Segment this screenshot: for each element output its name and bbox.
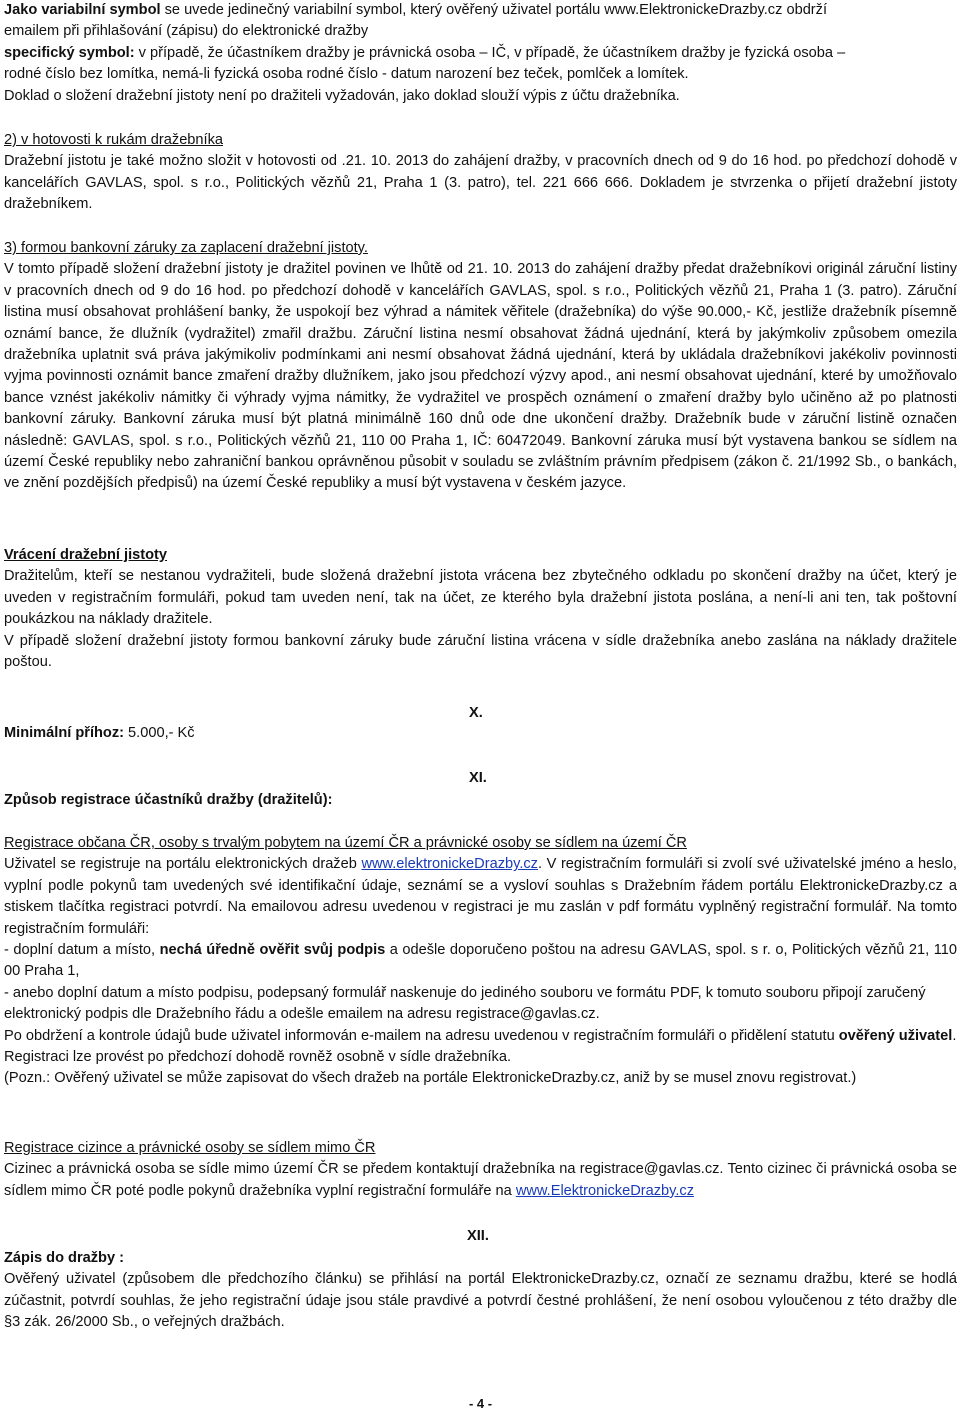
deposit-return-text-1: Dražitelům, kteří se nestanou vydražiteli, bude složená dražební jistota vrácena bez zbytečného odkladu po skončení dražby na účet, který je uveden v registračním formuláři, pokud tam uveden není, tak na účet, ze kterého byla dražební jistota poslána, a není-li ani ten, tak poštovní poukázkou na náklady dražitele. (4, 568, 957, 628)
auction-entry-text: Ověřený uživatel (způsobem dle předchozího článku) se přihlásí na portál ElektronickeDrazby.cz, označí ze seznamu dražbu, které se hodlá zúčastnit, potvrdí souhlas, že jeho registrační údaje jsou stále pravdivé a potvrdí čestné prohlášení, že není osobou vyloučenou z této dražby dle §3 zák. 26/2000 Sb., o veřejných dražbách. (4, 1271, 957, 1331)
article-x-number: X. (469, 705, 483, 721)
registration-title: Způsob registrace účastníků dražby (dražitelů): (4, 792, 333, 808)
min-bid-label: Minimální příhoz: (4, 725, 124, 741)
variable-symbol-paragraph (4, 0, 957, 107)
registration-note: (Pozn.: Ověřený uživatel se může zapisovat do všech dražeb na portále ElektronickeDrazby.cz, aniž by se musel znovu registrovat.) (4, 1070, 857, 1087)
article-xi-title (4, 790, 957, 811)
bank-guarantee-heading: 3) formou bankovní záruky za zaplacení dražební jistoty. (4, 240, 368, 256)
registration-cz-text-a: Uživatel se registruje na portálu elektronických dražeb (4, 856, 362, 873)
registration-foreign-text: Cizinec a právnická osoba se sídle mimo území ČR se předem kontaktují dražebníka na registrace@gavlas.cz. Tento cizinec či právnická osoba se sídlem mimo ČR poté podle pokynů dražebníka vyplní registrační formuláře na (4, 1161, 957, 1199)
registration-foreign-heading: Registrace cizince a právnické osoby se sídlem mimo ČR (4, 1140, 376, 1156)
min-bid-line (4, 723, 957, 744)
article-xii-number: XII. (467, 1228, 489, 1244)
variable-symbol-text: se uvede jedinečný variabilní symbol, který ověřený uživatel portálu www.ElektronickeDrazby.cz obdrží (160, 2, 828, 18)
verified-user-text-a: Po obdržení a kontrole údajů bude uživatel informován e-mailem na adresu uvedenou v registračním formuláři o přidělení statutu (4, 1027, 839, 1044)
specific-symbol-label: specifický symbol: (4, 44, 135, 61)
registration-option-1-bold: nechá úředně ověřit svůj podpis (159, 942, 386, 959)
variable-symbol-label: Jako variabilní symbol (4, 2, 161, 18)
specific-symbol-text-2: rodné číslo bez lomítka, nemá-li fyzická osoba rodné číslo - datum narození bez teček, pomlček a lomítek. (4, 66, 689, 83)
registration-cz-text-b: . V registračním formuláři si zvolí své uživatelské jméno a heslo, vyplní podle pokynů tam uvedených své identifikační údaje, seznámí se a vysloví souhlas s Dražebním řádem portálu ElektronickeDrazby.cz a stiskem tlačítka registraci potvrdí. Na emailovou adresu uvedenou v registraci je mu zaslán v pdf formátu vyplněný registrační formulář. Na tomto registračním formuláři: (4, 856, 957, 937)
cash-deposit-section (4, 130, 957, 216)
cash-deposit-heading: 2) v hotovosti k rukám dražebníka (4, 132, 224, 148)
registration-option-2: - anebo doplní datum a místo podpisu, podepsaný formulář naskenuje do jediného souboru ve formátu PDF, k tomuto souboru připojí zaručený elektronický podpis dle Dražebního řádu a odešle emailem na adresu registrace@gavlas.cz. (4, 984, 926, 1023)
portal-link[interactable]: www.elektronickeDrazby.cz (361, 856, 538, 873)
deposit-return-text-2: V případě složení dražební jistoty formou bankovní záruky bude záruční listina vrácena v sídle dražebníka anebo zaslána na náklady dražitele poštou. (4, 632, 957, 671)
auction-entry-title: Zápis do dražby : (4, 1250, 125, 1266)
auction-entry-section (4, 1248, 957, 1334)
specific-symbol-text: v případě, že účastníkem dražby je právnická osoba – IČ, v případě, že účastníkem dražby je fyzická osoba – (134, 44, 846, 61)
registration-foreign-section (4, 1138, 957, 1202)
registration-option-1-b: a odešle doporučeno poštou na adresu GAVLAS, spol. s r. o, Politických vězňů 21, 110 00 Praha 1, (4, 942, 957, 980)
deposit-return-section (4, 545, 957, 673)
page-number: - 4 - (468, 1396, 493, 1411)
registration-option-1-a: - doplní datum a místo, (4, 942, 160, 959)
registration-cz-heading: Registrace občana ČR, osoby s trvalým pobytem na území ČR a právnické osoby se sídlem na území ČR (4, 835, 687, 851)
variable-symbol-text-2: emailem při přihlašování (zápisu) do elektronické dražby (4, 23, 369, 40)
bank-guarantee-text: V tomto případě složení dražební jistoty je dražitel povinen ve lhůtě od 21. 10. 2013 do zahájení dražby předat dražebníkovi originál záruční listiny v pracovních dnech od 9 do 16 hod. po předchozí dohodě v kancelářích GAVLAS, spol. s r.o., Politických vězňů 21, Praha 1 (3. patro). Záruční listina musí obsahovat prohlášení banky, že uspokojí bez výhrad a námitek věřitele (dražebníka) do výše 90.000,- Kč, jestliže dražebník písemně oznámí bance, že dlužník (vydražitel) zmařil dražbu. Záruční listina nesmí obsahovat žádná ujednání, která by jakýmkoliv způsobem omezila dražebníka uplatnit svá práva jakýmikoliv podmínkami ani nesmí obsahovat žádná ujednání, která by ukládala dražebníkovi jakékoliv povinnosti vyjma povinnosti oznámit bance zmaření dražby dlužníkem, jako jsou předchozí výzvy apod., ani nesmí obsahovat ujednání, které by umožňovalo bance vznést jakékoliv námitky či výhrady vyjma námitky, že vydražitel ve prospěch oznámení o zmaření dražby bylo učiněno až po platnosti bankovní záruky. Bankovní záruka musí být platná minimálně 160 dnů ode dne ukončení dražby. Dražebník bude v záruční listině označen následně: GAVLAS, spol. s r.o., Politických vězňů 21, 110 00 Praha 1, IČ: 60472049. Bankovní záruka musí být vystavena bankou se sídlem na území České republiky nebo zahraniční bankou oprávněnou působit v souladu se zvláštním právním předpisem (zákon č. 21/1992 Sb., o bankách, ve znění pozdějších předpisů) na území České republiky a musí být vystavena v českém jazyce. (4, 261, 957, 492)
deposit-proof-text: Doklad o složení dražební jistoty není po dražiteli vyžadován, jako doklad slouží výpis z účtu dražebníka. (4, 87, 680, 104)
verified-user-text-b: . (952, 1027, 957, 1044)
cash-deposit-text: Dražební jistotu je také možno složit v hotovosti od .21. 10. 2013 do zahájení dražby, v pracovních dnech od 9 do 16 hod. po předchozí dohodě v kancelářích GAVLAS, spol. s r.o., Politických vězňů 21, Praha 1 (3. patro), tel. 221 666 666. Dokladem je stvrzenka o přijetí dražební jistoty dražebníkem. (4, 153, 957, 213)
personal-registration-text: Registraci lze provést po předchozí dohodě rovněž osobně v sídle dražebníka. (4, 1049, 512, 1066)
portal-link-foreign[interactable]: www.ElektronickeDrazby.cz (515, 1182, 694, 1199)
deposit-return-heading: Vrácení dražební jistoty (4, 547, 168, 563)
article-xi-number: XI. (469, 770, 487, 786)
verified-user-bold: ověřený uživatel (838, 1027, 953, 1044)
registration-cz-section (4, 833, 957, 1090)
bank-guarantee-section (4, 238, 957, 495)
min-bid-value: 5.000,- Kč (124, 725, 195, 741)
